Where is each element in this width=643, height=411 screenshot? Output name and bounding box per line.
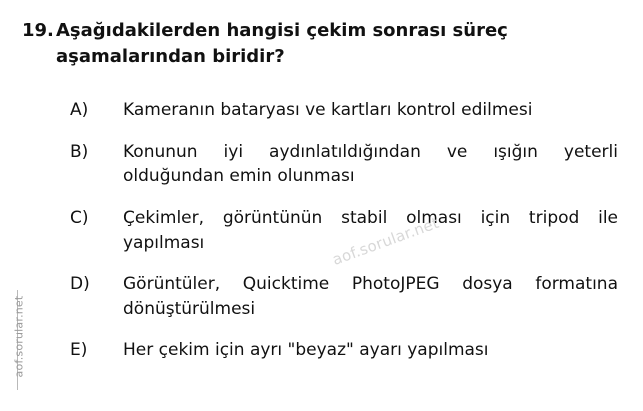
- question-block: [22, 18, 622, 69]
- option-c-letter: C): [70, 207, 89, 228]
- option-d-text: Görüntüler, Quicktime PhotoJPEG dosya formatına dönüştürülmesi: [123, 274, 618, 319]
- question-text: Aşağıdakilerden hangisi çekim sonrası süreç aşamalarından biridir?: [56, 20, 508, 67]
- option-a[interactable]: [70, 98, 622, 123]
- option-b[interactable]: [70, 140, 622, 189]
- option-e-text: Her çekim için ayrı "beyaz" ayarı yapılması: [123, 340, 489, 361]
- center-watermark-text: aof.sorular.net: [330, 213, 442, 269]
- question-number: 19.: [22, 20, 54, 41]
- option-d[interactable]: [70, 272, 622, 321]
- option-d-letter: D): [70, 274, 90, 295]
- option-a-letter: A): [70, 100, 89, 120]
- options-list: [70, 98, 622, 380]
- option-e[interactable]: [70, 338, 622, 363]
- left-watermark-text: aof.sorular.net: [12, 295, 26, 378]
- option-c[interactable]: [70, 206, 622, 255]
- option-b-letter: B): [70, 141, 89, 162]
- option-b-text: Konunun iyi aydınlatıldığından ve ışığın yeterli olduğundan emin olunması: [123, 141, 618, 187]
- option-a-text: Kameranın bataryası ve kartları kontrol edilmesi: [123, 100, 533, 120]
- option-c-text: Çekimler, görüntünün stabil olması için tripod ile yapılması: [123, 207, 618, 253]
- option-e-letter: E): [70, 340, 88, 361]
